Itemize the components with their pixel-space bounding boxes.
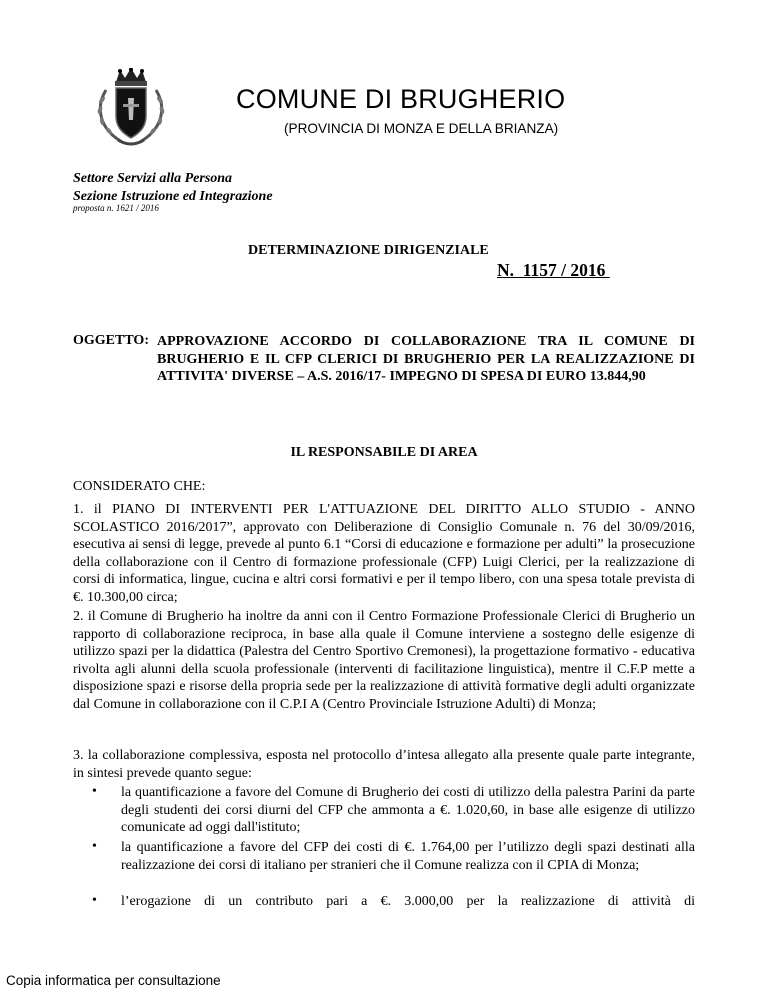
- proposal-number: proposta n. 1621 / 2016: [73, 203, 159, 213]
- sector-name: Settore Servizi alla Persona: [73, 171, 233, 186]
- municipality-title: COMUNE DI BRUGHERIO: [236, 84, 566, 114]
- bullet-icon: •: [92, 893, 97, 908]
- bullet-icon: •: [92, 839, 97, 854]
- bullet-item-3: l’erogazione di un contributo pari a €. 3.000,00 per la realizzazione di attività di: [121, 894, 695, 909]
- office-block: [73, 170, 273, 206]
- footer-note: Copia informatica per consultazione: [6, 973, 221, 988]
- paragraph-3: 3. la collaborazione complessiva, esposta nel protocollo d’intesa allegato alla presente quale parte integrante, in sintesi prevede quanto segue:: [73, 748, 695, 781]
- section-name: Sezione Istruzione ed Integrazione: [73, 189, 273, 204]
- bullet-item-2: la quantificazione a favore del CFP dei costi di €. 1.764,00 per l’utilizzo degli spazi destinati alla realizzazione dei corsi di italiano per stranieri che il Comune realizza con il CPIA di Monza;: [121, 840, 695, 873]
- bullet-item-1: la quantificazione a favore del Comune di Brugherio dei costi di utilizzo della palestra Parini da parte degli studenti dei corsi diurni del CFP che ammonta a €. 1.020,60, in base alle esigenze di utilizzo comunicate ad oggi dall'istituto;: [121, 785, 695, 836]
- province-subtitle: (PROVINCIA DI MONZA E DELLA BRIANZA): [284, 121, 559, 136]
- determination-title: DETERMINAZIONE DIRIGENZIALE: [248, 243, 489, 258]
- section-heading: IL RESPONSABILE DI AREA: [290, 445, 478, 460]
- paragraph-1: 1. il PIANO DI INTERVENTI PER L'ATTUAZIONE DEL DIRITTO ALLO STUDIO - ANNO SCOLASTICO 2016/2017”, approvato con Deliberazione di Consiglio Comunale n. 76 del 30/09/2016, esecutiva ai sensi di legge, prevede al punto 6.1 “Corsi di educazione e formazione per adulti” la prosecuzione della collaborazione con il Centro di formazione professionale (CFP) Luigi Clerici, per la realizzazione di corsi di informatica, lingue, cucina e altri corsi formativi e per il tempo libero, con una spesa totale prevista di €. 10.300,00 circa;: [73, 502, 695, 605]
- considerato-heading: CONSIDERATO CHE:: [73, 479, 206, 494]
- bullet-icon: •: [92, 784, 97, 799]
- subject-label: OGGETTO:: [73, 333, 149, 348]
- municipal-crest-icon: [92, 68, 170, 148]
- subject-text: APPROVAZIONE ACCORDO DI COLLABORAZIONE TRA IL COMUNE DI BRUGHERIO E IL CFP CLERICI DI BRUGHERIO PER LA REALIZZAZIONE DI ATTIVITA' DIVERSE – A.S. 2016/17- IMPEGNO DI SPESA DI EURO 13.844,90: [157, 334, 695, 385]
- determination-number: N. 1157 / 2016: [497, 260, 610, 280]
- paragraph-2: 2. il Comune di Brugherio ha inoltre da anni con il Centro Formazione Professionale Clerici di Brugherio un rapporto di collaborazione reciproca, in base alla quale il Comune interviene a sostegno delle esigenze di utilizzo spazi per la didattica (Palestra del Centro Sportivo Cremonesi), la progettazione formativo - educativa rivolta agli alunni della scuola professionale (interventi di facilitazione linguistica), mentre il C.F.P mette a disposizione spazi e risorse della propria sede per la realizzazione di attività formative degli adulti organizzate dal Comune in collaborazione con il C.P.I A (Centro Provinciale Istruzione Adulti) di Monza;: [73, 609, 695, 712]
